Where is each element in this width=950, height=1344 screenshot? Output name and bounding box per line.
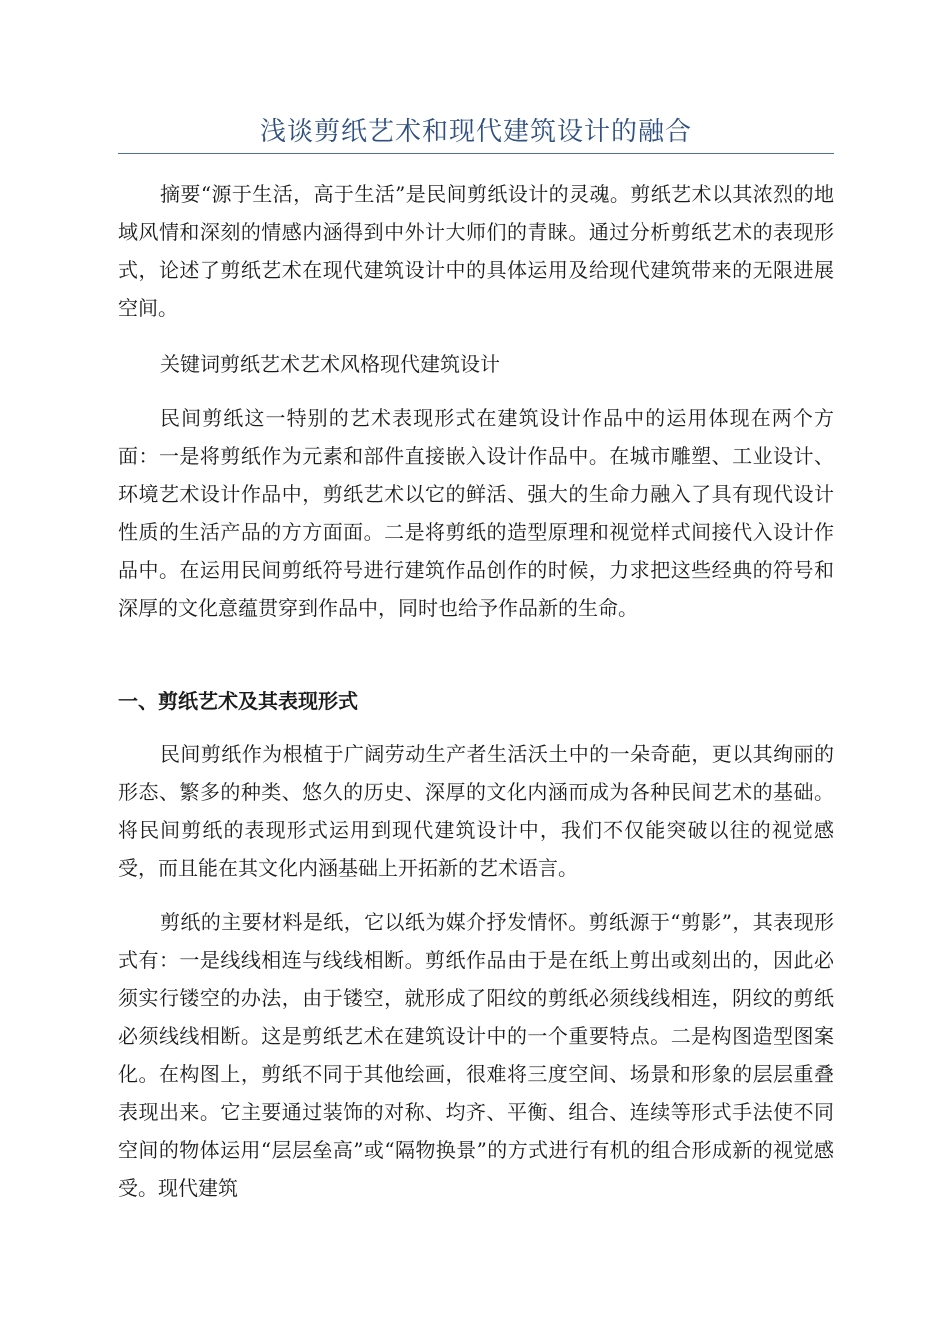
body-paragraph: 剪纸的主要材料是纸，它以纸为媒介抒发情怀。剪纸源于“剪影”，其表现形式有：一是线线相连与线线相断。剪纸作品由于是在纸上剪出或刻出的，因此必须实行镂空的办法，由于镂空，就形成了阳纹的剪纸必须线线相连，阴纹的剪纸必须线线相断。这是剪纸艺术在建筑设计中的一个重要特点。二是构图造型图案化。在构图上，剪纸不同于其他绘画，很难将三度空间、场景和形象的层层重叠表现出来。它主要通过装饰的对称、均齐、平衡、组合、连续等形式手法使不同空间的物体运用“层层垒高”或“隔物换景”的方式进行有机的组合形成新的视觉感受。现代建筑 — [118, 910, 834, 1200]
document-title: 浅谈剪纸艺术和现代建筑设计的融合 — [259, 117, 692, 147]
intro-paragraph: 民间剪纸这一特别的艺术表现形式在建筑设计作品中的运用体现在两个方面：一是将剪纸作为元素和部件直接嵌入设计作品中。在城市雕塑、工业设计、环境艺术设计作品中，剪纸艺术以它的鲜活、强大的生命力融入了具有现代设计性质的生活产品的方方面面。二是将剪纸的造型原理和视觉样式间接代入设计作品中。在运用民间剪纸符号进行建筑作品创作的时候，力求把这些经典的符号和深厚的文化意蕴贯穿到作品中，同时也给予作品新的生命。 — [118, 406, 834, 620]
keywords-paragraph: 关键词剪纸艺术艺术风格现代建筑设计 — [160, 352, 500, 376]
title-underline — [118, 153, 834, 154]
abstract-paragraph: 摘要“源于生活，高于生活”是民间剪纸设计的灵魂。剪纸艺术以其浓烈的地域风情和深刻的情感内涵得到中外计大师们的青睐。通过分析剪纸艺术的表现形式，论述了剪纸艺术在现代建筑设计中的具体运用及给现代建筑带来的无限进展空间。 — [118, 182, 834, 320]
body-paragraph: 民间剪纸作为根植于广阔劳动生产者生活沃土中的一朵奇葩，更以其绚丽的形态、繁多的种类、悠久的历史、深厚的文化内涵而成为各种民间艺术的基础。将民间剪纸的表现形式运用到现代建筑设计中，我们不仅能突破以往的视觉感受，而且能在其文化内涵基础上开拓新的艺术语言。 — [118, 742, 834, 880]
section-heading: 一、剪纸艺术及其表现形式 — [118, 689, 358, 713]
